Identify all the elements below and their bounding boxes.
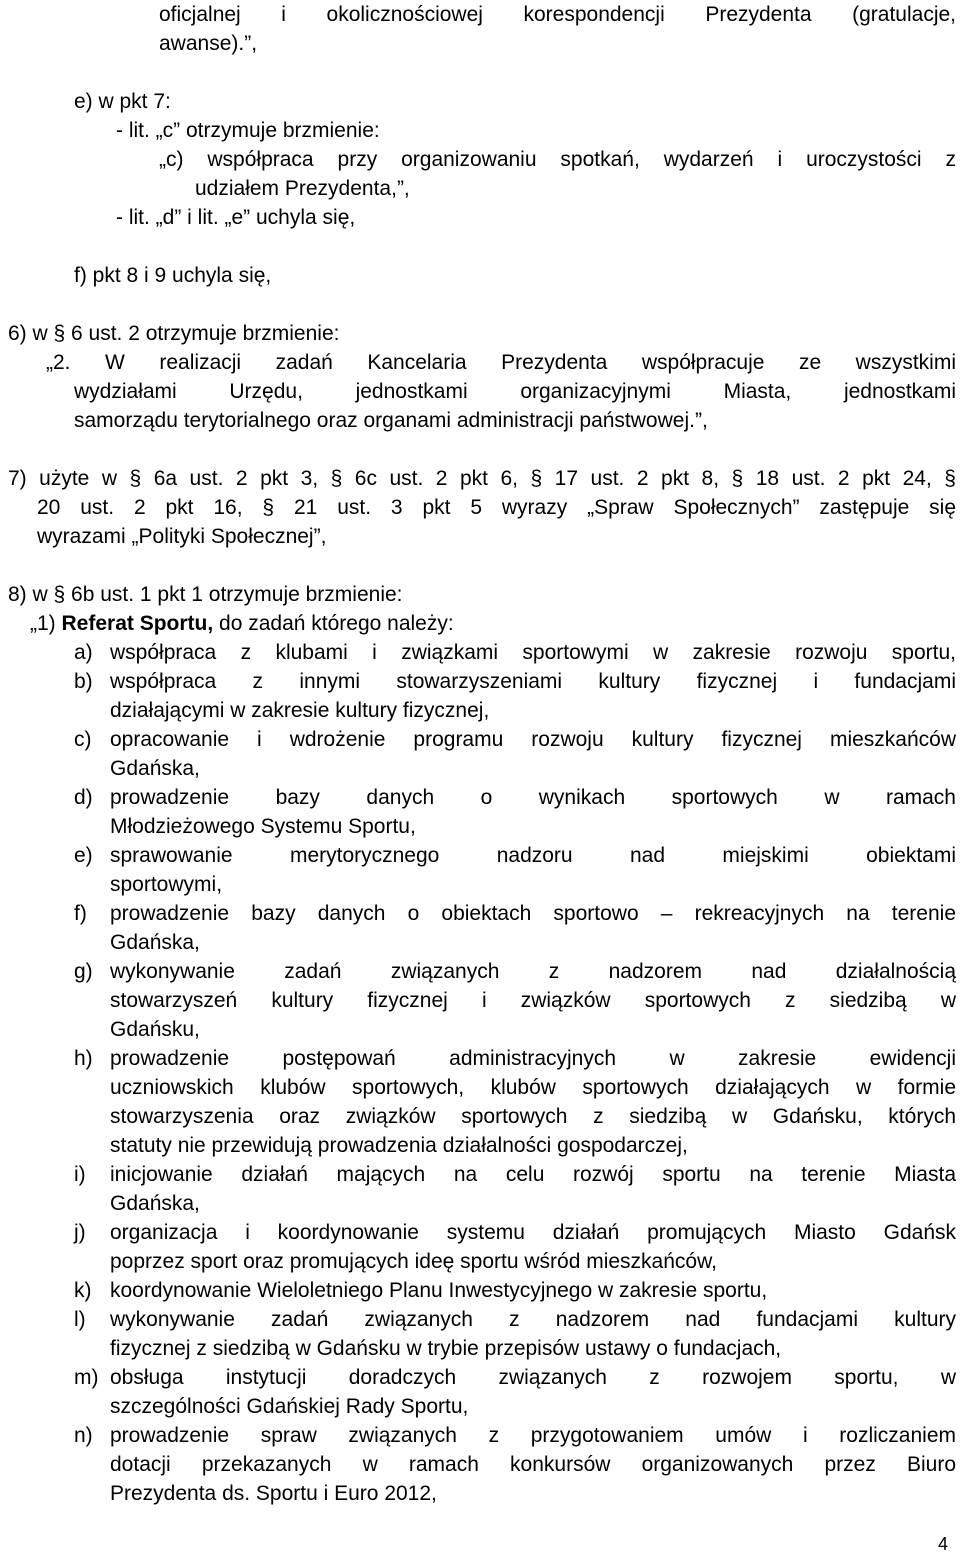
task-c-label: c): [74, 728, 92, 751]
item-6-title: 6) w § 6 ust. 2 otrzymuje brzmienie:: [8, 322, 340, 345]
task-f-line-2: Gdańska,: [110, 931, 200, 954]
task-k-line-1: koordynowanie Wieloletniego Planu Inwestycyjnego w zakresie sportu,: [110, 1279, 768, 1302]
task-i-line-1: inicjowanie działań mających na celu rozwój sportu na terenie Miasta: [110, 1163, 956, 1186]
task-m-line-2: szczególności Gdańskiej Rady Sportu,: [110, 1395, 469, 1418]
item-7-text-2: 20 ust. 2 pkt 16, § 21 ust. 3 pkt 5 wyrazy „Spraw Społecznych” zastępuje się: [37, 496, 956, 519]
item-6-text-2: wydziałami Urzędu, jednostkami organizacyjnymi Miasta, jednostkami: [74, 380, 956, 403]
task-g-line-1: wykonywanie zadań związanych z nadzorem nad działalnością: [110, 960, 956, 983]
task-b-line-2: działającymi w zakresie kultury fizycznej,: [110, 699, 490, 722]
task-e-line-2: sportowymi,: [110, 873, 223, 896]
task-n-line-2: dotacji przekazanych w ramach konkursów organizowanych przez Biuro: [110, 1453, 956, 1476]
item-7-text-3: wyrazami „Polityki Społecznej”,: [37, 525, 327, 548]
task-b-line-1: współpraca z innymi stowarzyszeniami kultury fizycznej i fundacjami: [110, 670, 956, 693]
task-m-label: m): [74, 1366, 99, 1389]
page-number: 4: [938, 1534, 949, 1554]
task-l-line-2: fizycznej z siedzibą w Gdańsku w trybie przepisów ustawy o fundacjach,: [110, 1337, 782, 1360]
item-7-text-1: 7) użyte w § 6a ust. 2 pkt 3, § 6c ust. 2 pkt 6, § 17 ust. 2 pkt 8, § 18 ust. 2 pkt 24, §: [8, 467, 956, 490]
task-m-line-1: obsługa instytucji doradczych związanych z rozwojem sportu, w: [110, 1366, 956, 1389]
task-a-label: a): [74, 641, 93, 664]
item-6-text-3: samorządu terytorialnego oraz organami administracji państwowej.”,: [74, 409, 708, 432]
task-f-line-1: prowadzenie bazy danych o obiektach sportowo – rekreacyjnych na terenie: [110, 902, 956, 925]
task-n-line-3: Prezydenta ds. Sportu i Euro 2012,: [110, 1482, 437, 1505]
item-e-sub1: - lit. „c” otrzymuje brzmienie:: [116, 119, 380, 142]
task-h-line-4: statuty nie przewidują prowadzenia działalności gospodarczej,: [110, 1134, 688, 1157]
task-h-label: h): [74, 1047, 93, 1070]
task-e-line-1: sprawowanie merytorycznego nadzoru nad miejskimi obiektami: [110, 844, 956, 867]
item-e-sub1-text-1: „c) współpraca przy organizowaniu spotkań, wydarzeń i uroczystości z: [159, 148, 956, 171]
task-l-label: l): [74, 1308, 86, 1331]
task-n-label: n): [74, 1424, 93, 1447]
task-n-line-1: prowadzenie spraw związanych z przygotowaniem umów i rozliczaniem: [110, 1424, 956, 1447]
task-j-line-1: organizacja i koordynowanie systemu działań promujących Miasto Gdańsk: [110, 1221, 956, 1244]
task-g-label: g): [74, 960, 93, 983]
item-e-sub2: - lit. „d” i lit. „e” uchyla się,: [116, 206, 356, 229]
item-f: f) pkt 8 i 9 uchyla się,: [74, 264, 272, 287]
intro-line-2: awanse).”,: [159, 32, 258, 55]
task-b-label: b): [74, 670, 93, 693]
task-d-line-2: Młodzieżowego Systemu Sportu,: [110, 815, 416, 838]
task-g-line-2: stowarzyszeń kultury fizycznej i związków sportowych z siedzibą w: [110, 989, 956, 1012]
task-c-line-2: Gdańska,: [110, 757, 200, 780]
task-a-line-1: współpraca z klubami i związkami sportowymi w zakresie rozwoju sportu,: [110, 641, 956, 664]
intro-line-1: oficjalnej i okolicznościowej korespondencji Prezydenta (gratulacje,: [159, 3, 956, 26]
task-j-line-2: poprzez sport oraz promujących ideę sportu wśród mieszkańców,: [110, 1250, 717, 1273]
task-c-line-1: opracowanie i wdrożenie programu rozwoju kultury fizycznej mieszkańców: [110, 728, 956, 751]
task-g-line-3: Gdańsku,: [110, 1018, 200, 1041]
task-d-line-1: prowadzenie bazy danych o wynikach sportowych w ramach: [110, 786, 956, 809]
task-i-line-2: Gdańska,: [110, 1192, 200, 1215]
task-f-label: f): [74, 902, 87, 925]
item-e-title: e) w pkt 7:: [74, 90, 171, 113]
task-d-label: d): [74, 786, 93, 809]
task-l-line-1: wykonywanie zadań związanych z nadzorem nad fundacjami kultury: [110, 1308, 956, 1331]
task-j-label: j): [74, 1221, 86, 1244]
item-6-text-1: „2. W realizacji zadań Kancelaria Prezydenta współpracuje ze wszystkimi: [46, 351, 956, 374]
task-h-line-1: prowadzenie postępowań administracyjnych w zakresie ewidencji: [110, 1047, 956, 1070]
referat-heading-prefix: „1): [30, 612, 62, 635]
referat-heading-bold: Referat Sportu,: [61, 612, 214, 635]
task-e-label: e): [74, 844, 93, 867]
task-h-line-3: stowarzyszenia oraz związków sportowych z siedzibą w Gdańsku, których: [110, 1105, 956, 1128]
item-8-title: 8) w § 6b ust. 1 pkt 1 otrzymuje brzmienie:: [8, 583, 403, 606]
referat-heading: [30, 613, 454, 634]
referat-heading-rest: do zadań którego należy:: [213, 612, 454, 635]
task-h-line-2: uczniowskich klubów sportowych, klubów sportowych działających w formie: [110, 1076, 956, 1099]
item-e-sub1-text-2: udziałem Prezydenta,”,: [195, 177, 410, 200]
task-k-label: k): [74, 1279, 92, 1302]
task-i-label: i): [74, 1163, 86, 1186]
